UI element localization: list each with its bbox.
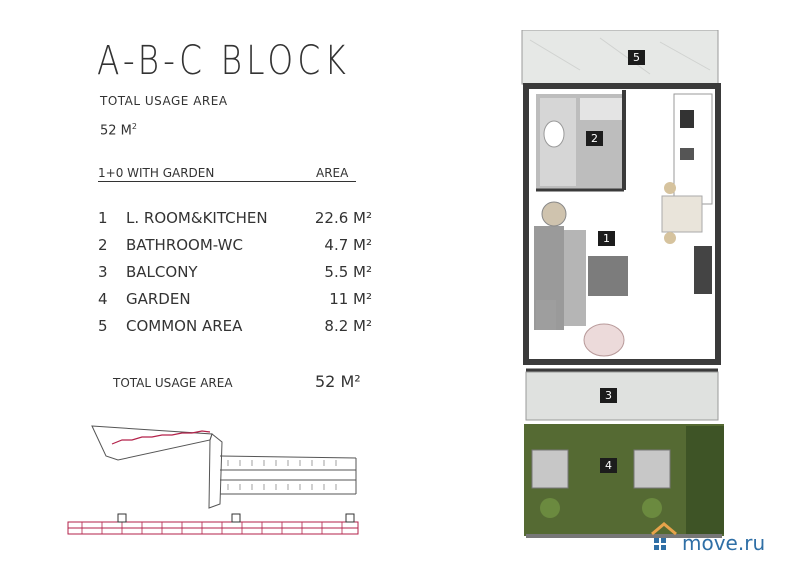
area-3-marker: 3 (600, 388, 617, 403)
room-row: 5 COMMON AREA 8.2 M² (98, 317, 372, 335)
usage-area-label: TOTAL USAGE AREA (100, 94, 228, 108)
house-logo-icon (648, 518, 680, 558)
total-area-label: TOTAL USAGE AREA (113, 376, 233, 390)
apartment-type-header: 1+0 WITH GARDEN (98, 166, 215, 180)
page-title: A-B-C BLOCK (97, 38, 350, 84)
room-row: 2 BATHROOM-WC 4.7 M² (98, 236, 372, 254)
area-1-marker: 1 (598, 231, 615, 246)
watermark-text: move.ru (682, 531, 766, 555)
total-area-value: 52 M² (315, 372, 361, 391)
area-4-marker: 4 (600, 458, 617, 473)
room-row: 4 GARDEN 11 M² (98, 290, 372, 308)
area-2-marker: 2 (586, 131, 603, 146)
usage-area-value: 52 $M^2$ (100, 122, 137, 139)
room-row: 3 BALCONY 5.5 M² (98, 263, 372, 281)
area-5-marker: 5 (628, 50, 645, 65)
site-plan-diagram (62, 420, 422, 545)
area-header: AREA (316, 166, 349, 180)
floor-plan (520, 30, 726, 540)
header-divider (98, 181, 356, 182)
room-row: 1 L. ROOM&KITCHEN 22.6 M² (98, 209, 372, 227)
